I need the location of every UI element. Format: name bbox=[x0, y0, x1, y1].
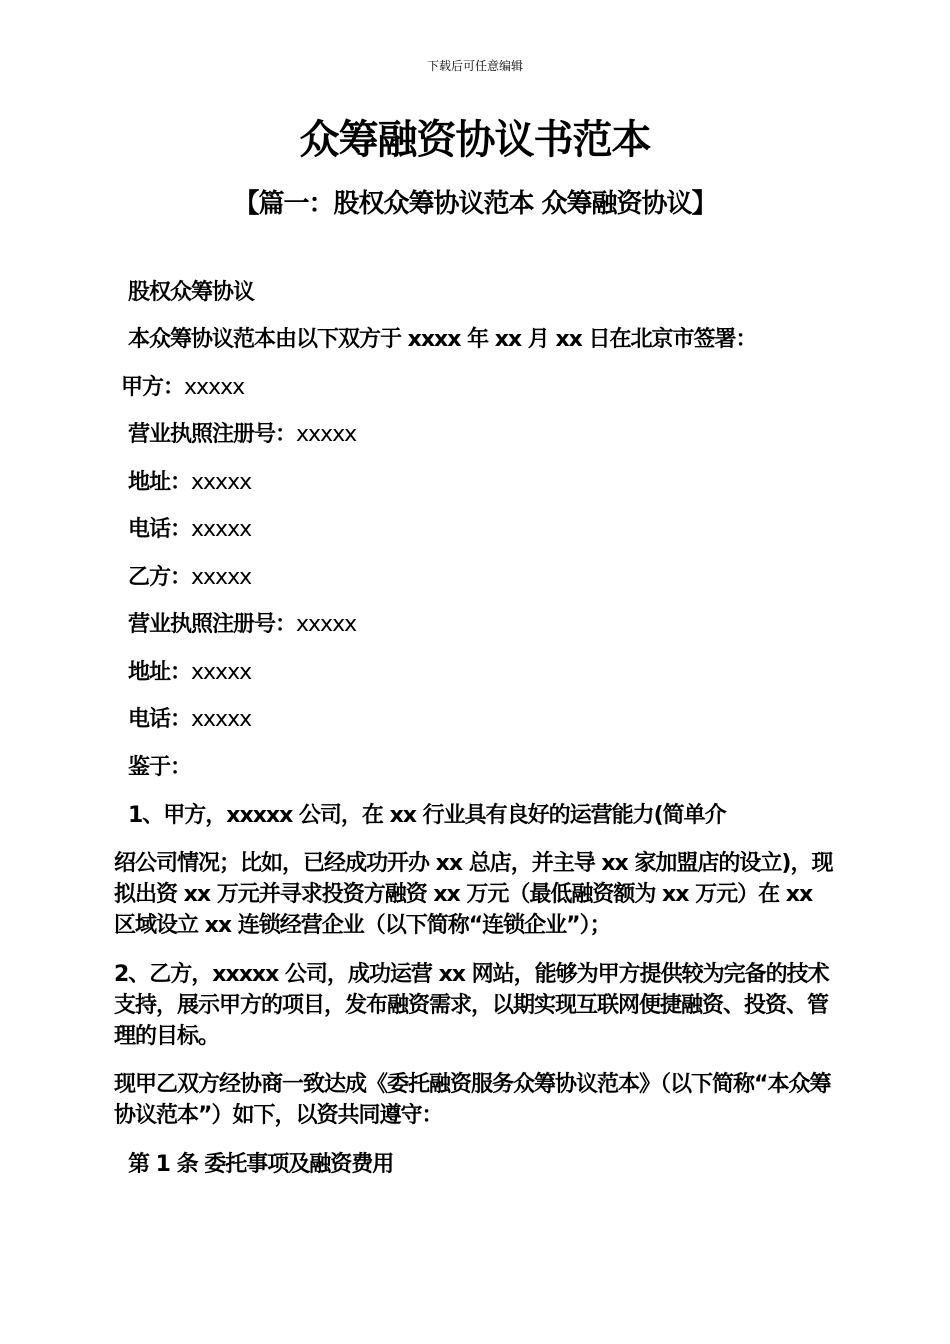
party-b-address-value: xxxxx bbox=[191, 660, 252, 685]
party-a-license-line bbox=[128, 420, 356, 450]
clause-1-continuation: 绍公司情况；比如，已经成功开办 xx 总店，并主导 xx 家加盟店的设立)，现拟出资 xx 万元并寻求投资方融资 xx 万元（最低融资额为 xx 万元）在 xx 区域设立 xx 连锁经营企业（以下简称“连锁企业”）； bbox=[114, 851, 833, 938]
article-1-heading: 第 1 条 委托事项及融资费用 bbox=[128, 1152, 394, 1177]
whereas-heading: 鉴于： bbox=[128, 755, 192, 780]
header-note: 下载后可任意编辑 bbox=[426, 59, 523, 73]
party-b-address-label: 地址： bbox=[128, 660, 192, 685]
party-a-phone-label: 电话： bbox=[128, 517, 192, 542]
party-a-line bbox=[121, 373, 244, 403]
intro-line: 本众筹协议范本由以下双方于 xxxx 年 xx 月 xx 日在北京市签署： bbox=[128, 327, 757, 352]
party-a-address-line bbox=[128, 468, 251, 498]
agreement-paragraph: 现甲乙双方经协商一致达成《委托融资服务众筹协议范本》（以下简称“本众筹协议范本”）如下，以资共同遵守： bbox=[114, 1072, 831, 1128]
party-a-address-value: xxxxx bbox=[191, 470, 252, 495]
document-subtitle: 【篇一：股权众筹协议范本 众筹融资协议】 bbox=[233, 189, 717, 219]
party-b-phone-value: xxxxx bbox=[191, 707, 252, 732]
party-b-address-line bbox=[128, 658, 251, 688]
party-b-label: 乙方： bbox=[128, 565, 192, 590]
party-a-address-label: 地址： bbox=[128, 470, 192, 495]
party-b-phone-line bbox=[128, 705, 251, 735]
party-a-license-label: 营业执照注册号： bbox=[128, 422, 297, 447]
party-b-license-label: 营业执照注册号： bbox=[128, 612, 297, 637]
agreement-heading: 股权众筹协议 bbox=[128, 280, 255, 305]
party-b-license-value: xxxxx bbox=[296, 612, 357, 637]
party-a-phone-line bbox=[128, 515, 251, 545]
party-a-value: xxxxx bbox=[184, 375, 245, 400]
party-b-license-line bbox=[128, 610, 356, 640]
party-a-phone-value: xxxxx bbox=[191, 517, 252, 542]
clause-2-paragraph: 2、乙方，xxxxx 公司，成功运营 xx 网站，能够为甲方提供较为完备的技术支持，展示甲方的项目，发布融资需求，以期实现互联网便捷融资、投资、管理的目标。 bbox=[114, 962, 829, 1049]
party-a-license-value: xxxxx bbox=[296, 422, 357, 447]
clause-1-first-line: 1、甲方，xxxxx 公司，在 xx 行业具有良好的运营能力(简单介 bbox=[128, 803, 726, 828]
party-a-label: 甲方： bbox=[121, 375, 185, 400]
party-b-line bbox=[128, 563, 251, 593]
party-b-phone-label: 电话： bbox=[128, 707, 192, 732]
party-b-value: xxxxx bbox=[191, 565, 252, 590]
document-title: 众筹融资协议书范本 bbox=[299, 117, 651, 163]
